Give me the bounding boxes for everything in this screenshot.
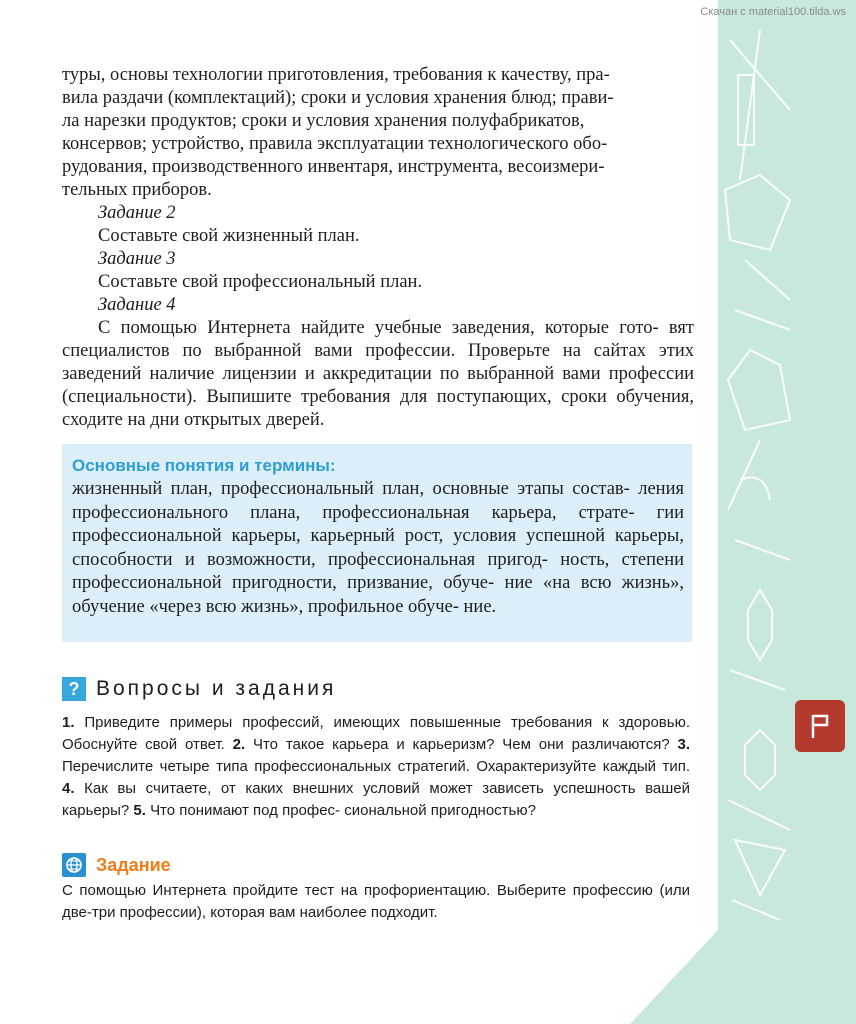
question-icon: ? [62,677,86,701]
intro-line: рудования, производственного инвентаря, инструмента, весоизмери- [62,157,605,177]
intro-line: тельных приборов. [62,180,212,200]
intro-line: ла нарезки продуктов; сроки и условия хранения полуфабрикатов, [62,111,585,131]
flag-button[interactable] [795,700,845,752]
task-4-title: Задание 4 [98,295,176,315]
assignment-text: С помощью Интернета пройдите тест на профориентацию. Выберите профессию (или две-три профессии), которая вам наиболее подходит. [62,882,690,921]
questions-header [62,676,336,702]
intro-line: вила раздачи (комплектаций); сроки и условия хранения блюд; прави- [62,88,614,108]
task-3-title: Задание 3 [98,249,176,269]
intro-line: туры, основы технологии приготовления, требования к качеству, пра- [62,65,610,85]
watermark: Скачан с material100.tilda.ws [700,6,846,18]
intro-paragraph [62,64,694,202]
question-number: 1. [62,714,75,731]
terms-box [62,444,692,642]
question-text: Приведите примеры профессий, имеющих повышенные требования к здоровью. Обоснуйте свой ответ. [62,714,690,753]
task-2-title: Задание 2 [98,203,176,223]
question-text: Что такое карьера и карьеризм? Чем они различаются? [252,736,670,753]
task-2-text: Составьте свой жизненный план. [98,226,360,246]
questions-text [62,712,690,822]
main-text [62,64,694,432]
terms-title: Основные понятия и термины: [72,456,336,475]
question-number: 5. [133,802,146,819]
assignment-header [62,852,171,878]
task-3-text: Составьте свой профессиональный план. [98,272,423,292]
question-text: Перечислите четыре типа профессиональных стратегий. Охарактеризуйте каждый тип. [62,758,690,775]
terms-text: жизненный план, профессиональный план, основные этапы состав- ления профессионального плана, профессиональная карьера, страте- гии профессиональной карьеры, карьерный рост, условия успешной карьеры, способности и возможности, профессиональная пригод- ность, степени профессиональной пригодности, призвание, обуче- ние «на всю жизнь», обучение «через всю жизнь», профильное обуче- ние. [72,479,684,617]
intro-line: консервов; устройство, правила эксплуатации технологического обо- [62,134,608,154]
assignment-title: Задание [96,854,171,875]
globe-icon [62,853,86,877]
flag-icon [807,711,833,741]
question-text: Что понимают под профес- сиональной пригодностью? [150,802,536,819]
questions-title: Вопросы и задания [96,677,337,700]
task-4-text: С помощью Интернета найдите учебные заведения, которые гото- вят специалистов по выбранной вами профессии. Проверьте на сайтах этих заведений наличие лицензии и аккредитации по выбранной вами профессии (специальности). Выпишите требования для поступающих, сроки обучения, сходите на дни открытых дверей. [62,318,694,430]
question-number: 2. [232,736,246,753]
question-number: 3. [677,736,690,753]
question-text: Как вы считаете, от каких внешних условий может зависеть успешность вашей карьеры? [62,780,691,819]
question-number: 4. [62,780,75,797]
